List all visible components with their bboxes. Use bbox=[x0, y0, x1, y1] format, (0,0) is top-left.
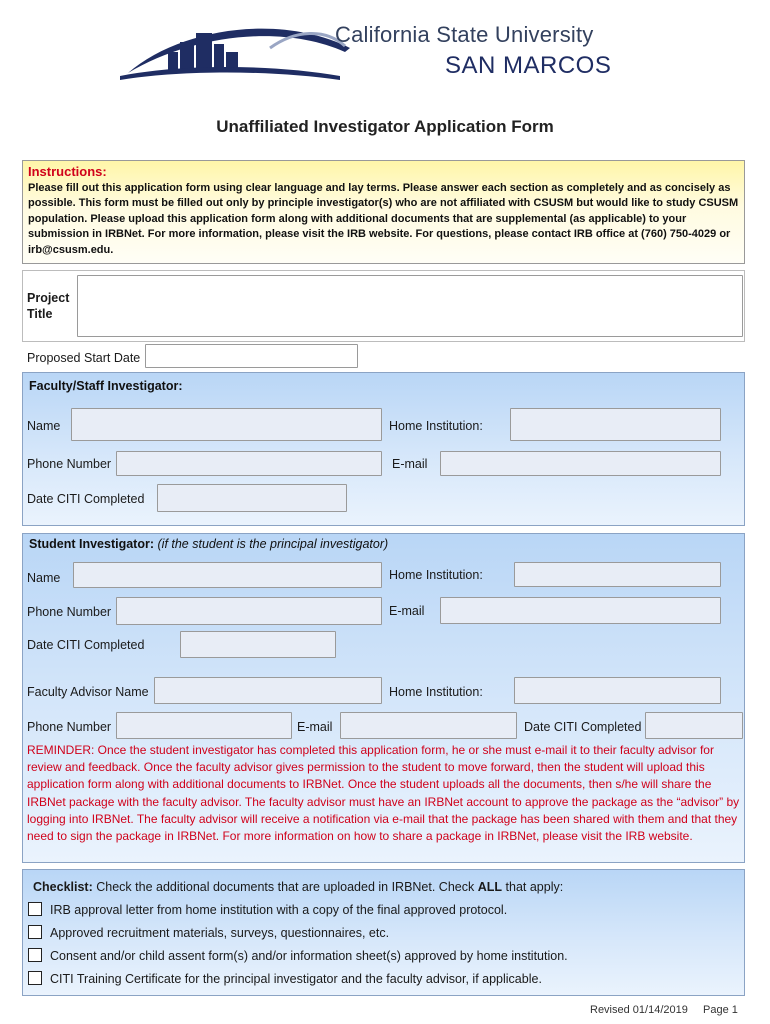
advisor-home-institution-input[interactable] bbox=[514, 677, 721, 704]
checklist-heading-all: ALL bbox=[477, 880, 503, 894]
advisor-name-label: Faculty Advisor Name bbox=[27, 685, 149, 699]
checklist-heading bbox=[33, 880, 563, 894]
advisor-citi-input[interactable] bbox=[645, 712, 743, 739]
faculty-citi-label: Date CITI Completed bbox=[27, 492, 145, 506]
student-reminder-text: REMINDER: Once the student investigator has completed this application form, he or she must e-mail it to their faculty advisor for review and feedback. Once the faculty advisor gives permission to the student to move forward, then the student will upload this application form along with additional documents to IRBNet. Once the student uploads all the documents, then s/he will share the IRBNet package with the faculty advisor. The faculty advisor must have an IRBNet account to approve the package as the “advisor” by logging into IRBNet. The faculty advisor will receive a notification via e-mail that the package has been shared with them and that they need to sign the package in IRBNet. For more information on how to share a package in IRBNet, please visit the IRB website. bbox=[27, 743, 740, 844]
instructions-box bbox=[22, 160, 745, 264]
faculty-name-label: Name bbox=[27, 419, 61, 433]
checklist-checkbox-1[interactable] bbox=[28, 902, 42, 916]
checklist-heading-bold: Checklist: bbox=[33, 880, 93, 894]
project-title-label-line2: Title bbox=[27, 307, 53, 321]
student-phone-input[interactable] bbox=[116, 597, 382, 625]
checklist-item-4: CITI Training Certificate for the principal investigator and the faculty advisor, if applicable. bbox=[50, 972, 542, 986]
student-heading-note: (if the student is the principal investigator) bbox=[157, 537, 389, 551]
student-phone-label: Phone Number bbox=[27, 605, 112, 619]
university-name-line1: California State University bbox=[335, 22, 594, 47]
checklist-heading-end: that apply: bbox=[505, 880, 564, 894]
advisor-phone-label: Phone Number bbox=[27, 720, 112, 734]
student-home-institution-label: Home Institution: bbox=[389, 568, 483, 582]
faculty-home-institution-input[interactable] bbox=[510, 408, 721, 441]
checklist-item-2: Approved recruitment materials, surveys, questionnaires, etc. bbox=[50, 926, 390, 940]
project-title-label-line1: Project bbox=[27, 291, 70, 305]
student-home-institution-input[interactable] bbox=[514, 562, 721, 587]
checklist-item-1: IRB approval letter from home institution with a copy of the final approved protocol. bbox=[50, 903, 508, 917]
checklist-checkbox-3[interactable] bbox=[28, 948, 42, 962]
project-title-input[interactable] bbox=[77, 275, 743, 337]
advisor-email-label: E-mail bbox=[297, 720, 333, 734]
advisor-phone-input[interactable] bbox=[116, 712, 292, 739]
form-title: Unaffiliated Investigator Application Form bbox=[216, 117, 554, 136]
checklist-heading-text: Check the additional documents that are uploaded in IRBNet. Check bbox=[96, 880, 475, 894]
faculty-home-institution-label: Home Institution: bbox=[389, 419, 483, 433]
checklist-checkbox-4[interactable] bbox=[28, 971, 42, 985]
student-name-label: Name bbox=[27, 571, 61, 585]
student-email-input[interactable] bbox=[440, 597, 721, 624]
faculty-citi-input[interactable] bbox=[157, 484, 347, 512]
student-heading bbox=[29, 537, 388, 551]
student-citi-label: Date CITI Completed bbox=[27, 638, 145, 652]
student-citi-input[interactable] bbox=[180, 631, 336, 658]
faculty-phone-input[interactable] bbox=[116, 451, 382, 476]
advisor-name-input[interactable] bbox=[154, 677, 382, 704]
faculty-email-label: E-mail bbox=[392, 457, 428, 471]
student-email-label: E-mail bbox=[389, 604, 425, 618]
checklist-checkbox-2[interactable] bbox=[28, 925, 42, 939]
instructions-title: Instructions: bbox=[28, 164, 107, 179]
advisor-citi-label: Date CITI Completed bbox=[524, 720, 642, 734]
faculty-email-input[interactable] bbox=[440, 451, 721, 476]
university-name-line2: SAN MARCOS bbox=[445, 52, 612, 79]
checklist-item-3: Consent and/or child assent form(s) and/or information sheet(s) approved by home institution. bbox=[50, 949, 568, 963]
student-heading-text: Student Investigator: bbox=[29, 537, 155, 551]
footer-page-number: Page 1 bbox=[703, 1004, 738, 1016]
instructions-body: Please fill out this application form using clear language and lay terms. Please answer each section as completely and as concisely as possible. This form must be filled out only by principle investigator(s) who are not affiliated with CSUSM but would like to study CSUSM population. Please upload this application form along with additional documents that are supplemental (as applicable) to your submission in IRBNet. For more information, please visit the IRB website. For questions, please contact IRB office at (760) 750-4029 or irb@csusm.edu. bbox=[28, 182, 739, 256]
advisor-email-input[interactable] bbox=[340, 712, 517, 739]
faculty-name-input[interactable] bbox=[71, 408, 382, 441]
footer-revised: Revised 01/14/2019 bbox=[590, 1004, 688, 1016]
start-date-label: Proposed Start Date bbox=[27, 351, 141, 365]
faculty-heading: Faculty/Staff Investigator: bbox=[29, 379, 183, 393]
student-name-input[interactable] bbox=[73, 562, 382, 588]
faculty-phone-label: Phone Number bbox=[27, 457, 112, 471]
start-date-input[interactable] bbox=[145, 344, 358, 368]
advisor-home-institution-label: Home Institution: bbox=[389, 685, 483, 699]
